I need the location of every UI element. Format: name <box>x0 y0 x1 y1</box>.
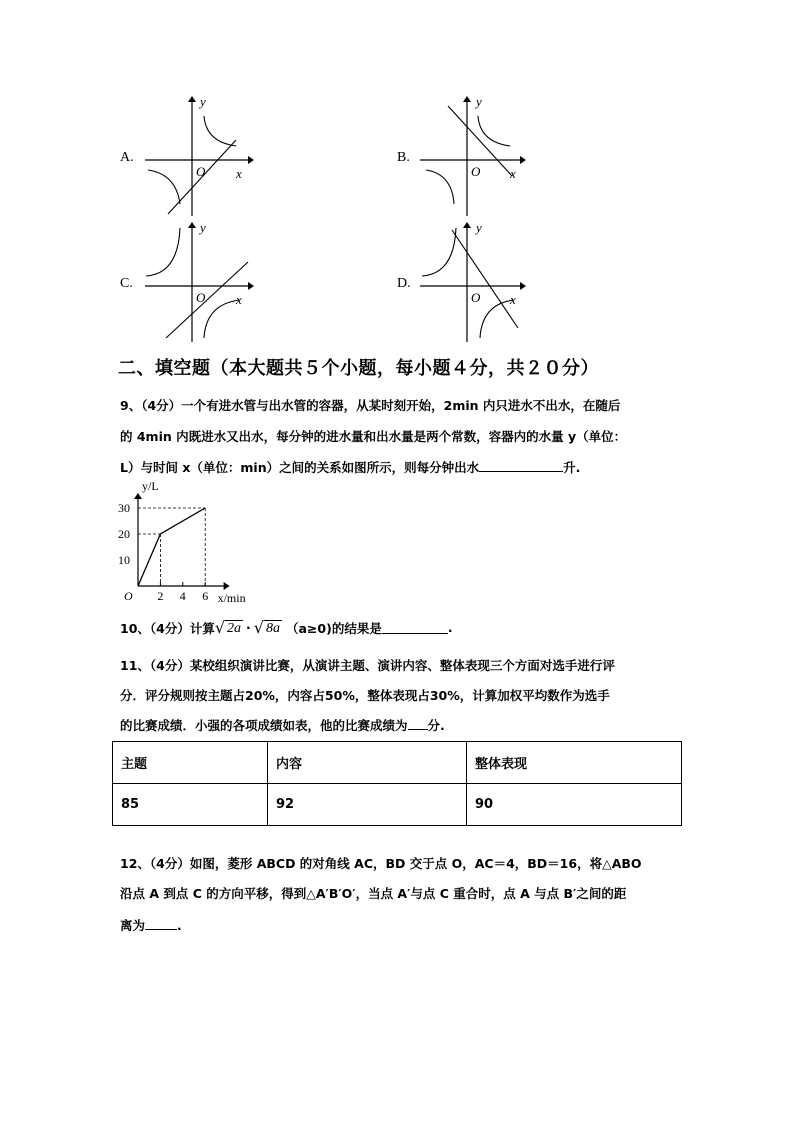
radicand-8a: 8a <box>266 621 280 636</box>
q9-chart <box>112 478 272 606</box>
option-b-label: B. <box>397 150 410 165</box>
section-title: 二、填空题（本大题共５个小题，每小题４分，共２０分） <box>118 358 599 379</box>
y-arrow <box>463 222 471 228</box>
hyperbola-branch-1 <box>204 116 236 146</box>
hyperbola-branch-1 <box>478 116 510 146</box>
hyperbola-branch-1 <box>422 228 456 276</box>
q11-line-3-text: 的比赛成绩．小强的各项成绩如表，他的比赛成绩为 <box>120 718 408 733</box>
x-label: x <box>510 166 516 181</box>
x-tick-label: 2 <box>157 589 164 603</box>
option-c-label: C. <box>120 276 133 291</box>
value-cell-performance: 90 <box>467 784 682 826</box>
q10-answer-blank[interactable] <box>382 621 448 634</box>
origin-label: O <box>471 164 481 179</box>
sqrt-2a: √ 2a <box>214 618 242 637</box>
q12-line-1: 12、（4分）如图，菱形 ABCD 的对角线 AC，BD 交于点 O，AC＝4，BD＝16，将△ABO <box>120 856 642 871</box>
q12-line-2: 沿点 A 到点 C 的方向平移，得到△A′B′O′，当点 A′与点 C 重合时，点 A 与点 B′之间的距 <box>120 886 627 901</box>
q9-answer-blank[interactable] <box>479 459 563 472</box>
value-cell-content: 92 <box>268 784 467 826</box>
q12-line-3-suffix: . <box>177 918 182 933</box>
origin-label: O <box>196 164 206 179</box>
q10-prefix: 10、（4分）计算 <box>120 620 215 636</box>
q9-line-2: 的 4min 内既进水又出水，每分钟的进水量和出水量是两个常数，容器内的水量 y（单位： <box>120 429 627 444</box>
hyperbola-branch-1 <box>146 228 180 276</box>
q9-line-1: 9、（4分）一个有进水管与出水管的容器，从某时刻开始，2min 内只进水不出水，在随后 <box>120 398 621 413</box>
x-arrow <box>520 282 526 290</box>
q9-line-3-suffix: 升. <box>563 460 581 475</box>
option-a-label: A. <box>120 150 134 165</box>
sqrt-8a: √ 8a <box>253 618 280 637</box>
q11-line-3-suffix: 分. <box>427 718 445 733</box>
origin-label: O <box>124 589 133 603</box>
x-axis-label: x/min <box>217 591 246 605</box>
score-table <box>112 741 682 826</box>
option-d-graph <box>418 218 533 346</box>
option-a-graph <box>140 92 255 220</box>
q12-line-3 <box>120 916 680 934</box>
y-arrow <box>463 96 471 102</box>
line-graph <box>452 230 518 328</box>
q9-line-3-text: L）与时间 x（单位：min）之间的关系如图所示，则每分钟出水 <box>120 460 480 475</box>
y-arrow <box>188 222 196 228</box>
q9-plot-area <box>118 479 246 605</box>
q10-line <box>120 618 680 637</box>
value-cell-topic: 85 <box>113 784 268 826</box>
x-label: x <box>236 166 242 181</box>
x-label: x <box>236 292 242 307</box>
x-arrow <box>248 156 254 164</box>
origin-label: O <box>471 290 481 305</box>
x-tick-label: 4 <box>179 589 186 603</box>
q11-answer-blank[interactable] <box>408 717 428 730</box>
q9-line-3 <box>120 458 680 476</box>
y-label: y <box>200 220 206 235</box>
y-label: y <box>200 94 206 109</box>
y-tick-label: 30 <box>118 501 130 515</box>
hyperbola-branch-2 <box>204 300 240 338</box>
option-b-graph <box>418 92 533 220</box>
header-cell-topic: 主题 <box>113 742 268 784</box>
header-cell-performance: 整体表现 <box>467 742 682 784</box>
option-c-graph <box>140 218 255 346</box>
header-cell-content: 内容 <box>268 742 467 784</box>
q11-line-3 <box>120 716 680 734</box>
x-tick-label: 6 <box>202 589 209 603</box>
hyperbola-branch-2 <box>480 300 514 338</box>
q12-line-3-text: 离为 <box>120 918 146 933</box>
y-axis-label: y/L <box>142 479 159 493</box>
y-tick-label: 10 <box>118 553 130 567</box>
y-label: y <box>476 220 482 235</box>
q10-suffix: . <box>447 620 453 635</box>
y-label: y <box>476 94 482 109</box>
q11-line-1: 11、（4分）某校组织演讲比赛，从演讲主题、演讲内容、整体表现三个方面对选手进行评 <box>120 658 615 673</box>
x-arrow <box>248 282 254 290</box>
table-row <box>113 784 682 826</box>
y-arrow <box>134 493 142 499</box>
hyperbola-branch-2 <box>426 170 454 204</box>
table-header-row <box>113 742 682 784</box>
origin-label: O <box>196 290 206 305</box>
q11-line-2: 分．评分规则按主题占20%，内容占50%，整体表现占30%，计算加权平均数作为选手 <box>120 688 610 703</box>
radicand-2a: 2a <box>227 621 242 636</box>
option-d-label: D. <box>397 276 411 291</box>
q10-condition: （a≥0)的结果是 <box>286 620 382 636</box>
q12-answer-blank[interactable] <box>145 917 177 930</box>
q10-dot: · <box>246 620 251 635</box>
x-label: x <box>510 292 516 307</box>
y-tick-label: 20 <box>118 527 130 541</box>
x-arrow <box>224 582 230 590</box>
hyperbola-branch-2 <box>148 170 180 204</box>
water-volume-line <box>138 508 205 586</box>
y-arrow <box>188 96 196 102</box>
x-arrow <box>520 156 526 164</box>
